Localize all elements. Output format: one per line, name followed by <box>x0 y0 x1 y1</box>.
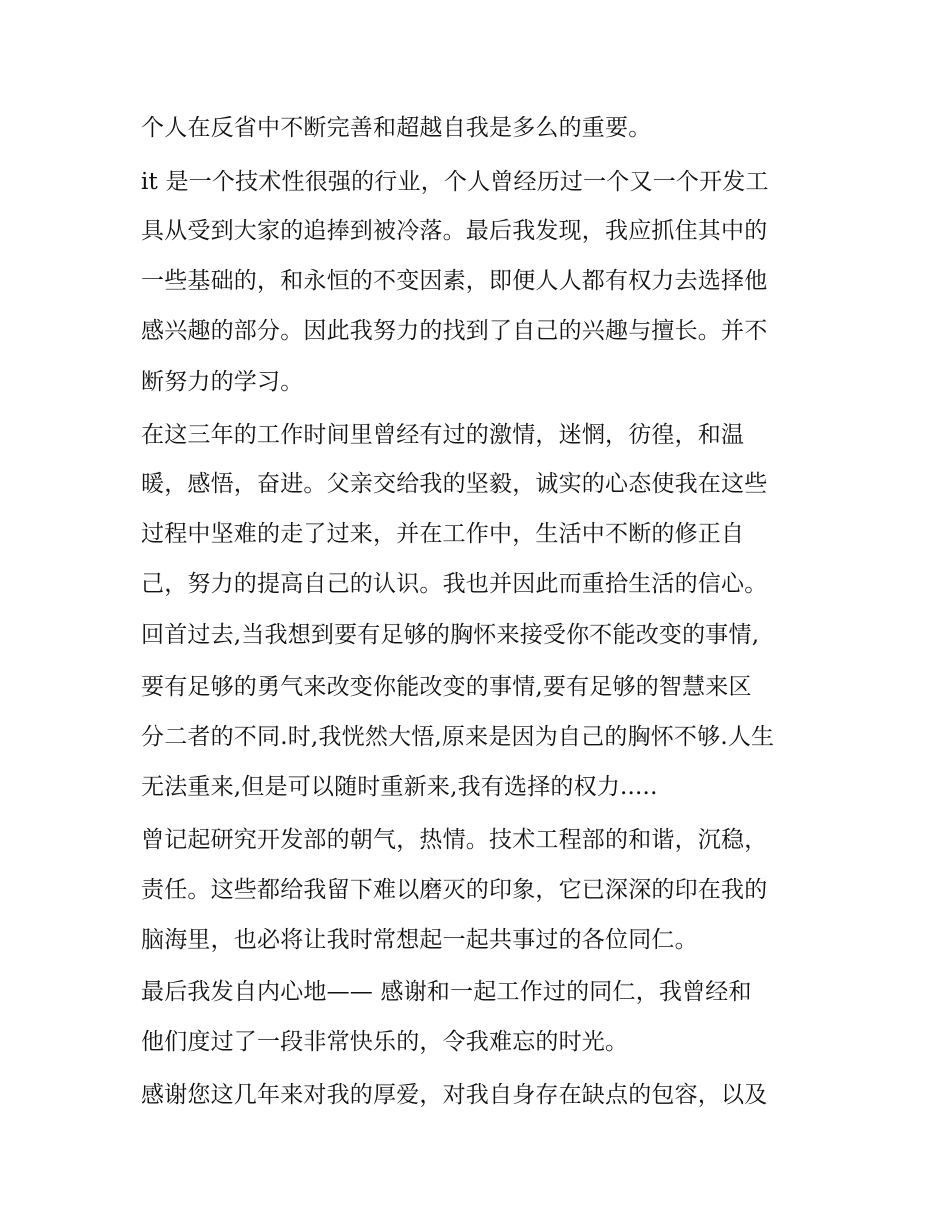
text-line: 要有足够的勇气来改变你能改变的事情,要有足够的智慧来区 <box>141 674 752 700</box>
text-line: 感兴趣的部分。因此我努力的找到了自己的兴趣与擅长。并不 <box>141 318 768 344</box>
text-line: 分二者的不同.时,我恍然大悟,原来是因为自己的胸怀不够.人生 <box>141 724 775 750</box>
text-line: 一些基础的，和永恒的不变因素，即便人人都有权力去选择他 <box>141 268 768 294</box>
text-line: 曾记起研究开发部的朝气，热情。技术工程部的和谐，沉稳， <box>141 827 768 853</box>
text-line: 他们度过了一段非常快乐的，令我难忘的时光。 <box>141 1029 629 1055</box>
text-line: 过程中坚难的走了过来，并在工作中，生活中不断的修正自 <box>141 521 745 547</box>
text-line: 感谢您这几年来对我的厚爱，对我自身存在缺点的包容，以及 <box>141 1082 768 1108</box>
text-line: 最后我发自内心地—— 感谢和一起工作过的同仁，我曾经和 <box>141 979 752 1005</box>
text-line: 脑海里，也必将让我时常想起一起共事过的各位同仁。 <box>141 927 698 953</box>
text-line: 己，努力的提高自己的认识。我也并因此而重拾生活的信心。 <box>141 571 768 597</box>
text-line: it 是一个技术性很强的行业，个人曾经历过一个又一个开发工 <box>141 169 769 195</box>
text-line: 个人在反省中不断完善和超越自我是多么的重要。 <box>141 115 652 141</box>
text-line: 具从受到大家的追捧到被冷落。最后我发现，我应抓住其中的 <box>141 218 768 244</box>
text-line: 断努力的学习。 <box>141 369 304 395</box>
text-line: 回首过去,当我想到要有足够的胸怀来接受你不能改变的事情, <box>141 622 760 648</box>
text-line: 在这三年的工作时间里曾经有过的激情，迷惘，彷徨，和温 <box>141 422 745 448</box>
text-line: 无法重来,但是可以随时重新来,我有选择的权力..... <box>141 774 658 800</box>
text-line: 暖，感悟，奋进。父亲交给我的坚毅，诚实的心态使我在这些 <box>141 471 768 497</box>
text-line: 责任。这些都给我留下难以磨灭的印象，它已深深的印在我的 <box>141 877 768 903</box>
